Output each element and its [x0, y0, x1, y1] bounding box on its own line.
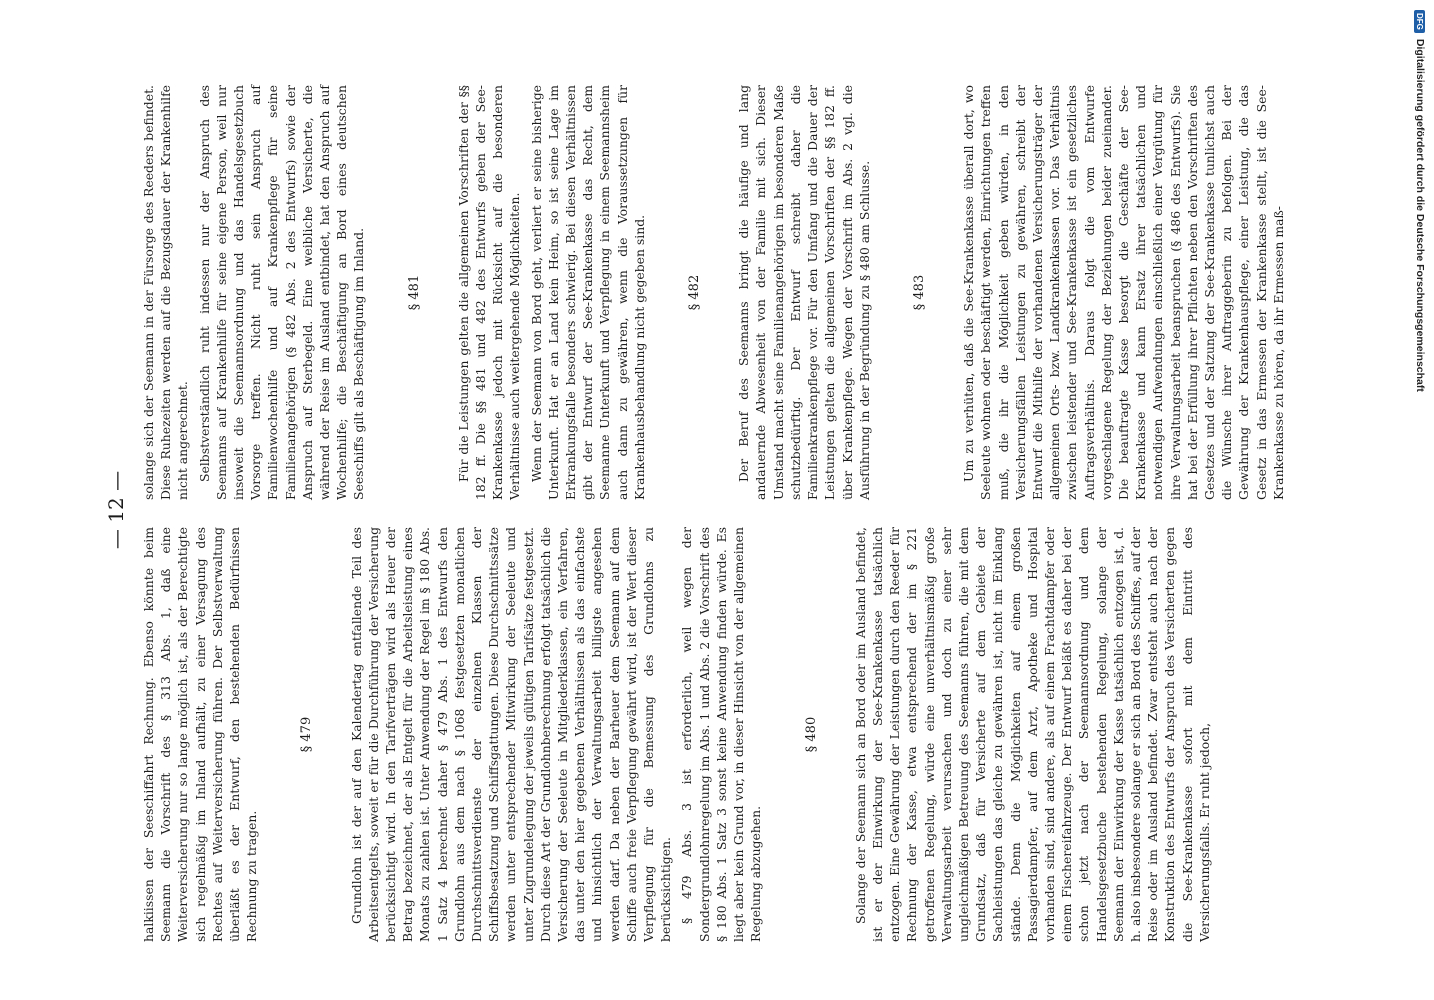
- paragraph: Der Beruf des Seemanns bringt die häufige und lang andauernde Abwesenheit von der Familie mit sich. Dieser Umstand macht seine Familienangehörigen im besonderen Maße schutzbedürftig. Der Entwurf schreibt daher die Familienkrankenpflege vor. Für den Umfang und die Dauer der Leistungen gelten die allgemeinen Vorschriften der §§ 182 ff. über Krankenpflege. Wegen der Vorschrift im Abs. 2 vgl. die Ausführung in der Begründung zu § 480 am Schlusse.: [736, 85, 872, 500]
- paragraph: Selbstverständlich ruht indessen nur der Anspruch des Seemanns auf Krankenhilfe für seine eigene Person, weil nur insoweit die Seemannsordnung und das Handelsgesetzbuch Vorsorge treffen. Nicht ruht sein Anspruch auf Familienwochenhilfe und auf Krankenpflege für seine Familienangehörigen (§ 482 Abs. 2 des Entwurfs) sowie der Anspruch auf Sterbegeld. Eine weibliche Versicherte, die während der Reise im Ausland entbindet, hat den Anspruch auf Wochenhilfe; die Beschäftigung an Bord eines deutschen Seeschiffs gilt als Beschäftigung im Inland.: [196, 85, 367, 500]
- paragraph: Für die Leistungen gelten die allgemeinen Vorschriften der §§ 182 ff. Die §§ 481 und 482 des Entwurfs geben der See-Krankenkasse jedoch mit Rücksicht auf die besonderen Verhältnisse auch weitergehende Möglichkeiten.: [455, 85, 523, 500]
- section-heading-482: § 482: [687, 274, 703, 311]
- digitization-note: [1412, 10, 1428, 690]
- digitization-credit: Digitalisierung gefördert durch die Deutsche Forschungsgemeinschaft: [1414, 38, 1426, 392]
- paragraph: Wenn der Seemann von Bord geht, verliert er seine bisherige Unterkunft. Hat er an Land kein Heim, so ist seine Lage im Erkrankungsfalle besonders schwierig. Bei diesen Verhältnissen gibt der Entwurf der See-Krankenkasse das Recht, dem Seemanne Unterkunft und Verpflegung in einem Seemannsheim auch dann zu gewähren, wenn die Voraussetzungen für Krankenhausbehandlung nicht gegeben sind.: [528, 85, 647, 500]
- section-heading-479: § 479: [299, 716, 315, 753]
- scan-area: [100, 70, 1300, 950]
- paragraph: halkiissen der Seeschiffahrt Rechnung. Ebenso könnte beim Seemann die Vorschrift des § 313 Abs. 1, daß eine Weiterversicherung nur so lange möglich ist, als der Berechtigte sich regelmäßig im Inland aufhält, zu einer Versagung des Rechtes auf Weiterversicherung führen. Der Selbstverwaltung überläßt es der Entwurf, den bestehenden Bedürfnissen Rechnung zu tragen.: [141, 527, 260, 942]
- right-column: [140, 85, 1291, 500]
- paragraph: solange sich der Seemann in der Fürsorge des Reeders befindet. Diese Ruhezeiten werden auf die Bezugsdauer der Krankenhilfe nicht angerechnet.: [141, 85, 191, 500]
- rotated-text-block: [100, 70, 1300, 950]
- section-heading-480: § 480: [803, 716, 819, 753]
- dfg-logo: DFG: [1415, 10, 1426, 33]
- paragraph: Um zu verhüten, daß die See-Krankenkasse überall dort, wo Seeleute wohnen oder beschäftigt werden, Einrichtungen treffen muß, die ihr die Möglichkeit geben würden, in den Versicherungsfällen Leistungen zu gewähren, schreibt der Entwurf die Mithilfe der vorhandenen Versicherungsträger der allgemeinen Orts- bzw. Landkrankenkassen vor. Das Verhältnis zwischen leistender und See-Krankenkasse ist ein gesetzliches Auftragsverhältnis. Daraus folgt die vom Entwurfe vorgeschlagene Regelung der Beziehungen beider zueinander. Die beauftragte Kasse besorgt die Geschäfte der See-Krankenkasse und kann Ersatz ihrer tatsächlichen und notwendigen Aufwendungen einschließlich einer Vergütung für ihre Verwaltungsarbeit beanspruchen (§ 486 des Entwurfs). Sie hat bei der Erfüllung ihrer Pflichten neben den Vorschriften des Gesetzes und der Satzung der See-Krankenkasse tunlichst auch die Wünsche ihrer Auftraggeberin zu befolgen. Bei der Gewährung der Krankenhauspflege, einer Leistung, die das Gesetz in das Ermessen der Krankenkasse stellt, ist die See-Krankenkasse zu hören, da ihr Ermessen maß-: [961, 85, 1286, 500]
- paragraph: § 479 Abs. 3 ist erforderlich, weil wegen der Sondergrundlohnregelung im Abs. 1 und Abs. 2 die Vorschrift des § 180 Abs. 1 Satz 3 sonst keine Anwendung finden würde. Es liegt aber kein Grund vor, in dieser Hinsicht von der allgemeinen Regelung abzugehen.: [679, 527, 764, 942]
- paragraph: Solange der Seemann sich an Bord oder im Ausland befindet, ist er der Einwirkung der See-Krankenkasse tatsächlich entzogen. Eine Gewährung der Leistungen durch den Reeder für Rechnung der Kasse, etwa entsprechend der im § 221 getroffenen Regelung, würde eine unverhältnismäßig große Verwaltungsarbeit verursachen und doch zu einer sehr ungleichmäßigen Betreuung des Seemanns führen, die mit dem Grundsatz, daß für Versicherte auf dem Gebiete der Sachleistungen das gleiche zu gewähren ist, nicht im Einklang stände. Denn die Möglichkeiten auf einem großen Passagierdampfer, auf dem Arzt, Apotheke und Hospital vorhanden sind, sind andere, als auf einem Frachtdampfer oder einem Fischereifahrzeuge. Der Entwurf beläßt es daher bei der schon jetzt nach der Seemannsordnung und dem Handelsgesetzbuche bestehenden Regelung, solange der Seemann der Einwirkung der Kasse tatsächlich entzogen ist, d. h. also insbesondere solange er sich an Bord des Schiffes, auf der Reise oder im Ausland befindet. Zwar entsteht auch nach der Konstruktion des Entwurfs der Anspruch des Versicherten gegen die See-Krankenkasse sofort mit dem Eintritt des Versicherungsfalls. Er ruht jedoch,: [852, 527, 1212, 942]
- section-heading-481: § 481: [406, 274, 422, 311]
- page-number: — 12 —: [104, 470, 128, 550]
- left-column: [140, 527, 1217, 942]
- section-heading-483: § 483: [911, 274, 927, 311]
- paragraph: Grundlohn ist der auf den Kalendertag entfallende Teil des Arbeitsentgelts, soweit er für die Durchführung der Versicherung berücksichtigt wird. In den Tarifverträgen wird als Heuer der Betrag bezeichnet, der als Entgelt für die Arbeitsleistung eines Monats zu zahlen ist. Unter Anwendung der Regel im § 180 Abs. 1 Satz 4 berechnet daher § 479 Abs. 1 des Entwurfs den Grundlohn aus dem nach § 1068 festgesetzten monatlichen Durchschnittsverdienste der einzelnen Klassen der Schiffsbesatzung und Schiffsgattungen. Diese Durchschnittssätze werden unter entsprechender Mitwirkung der Seeleute und unter Zugrundelegung der jeweils gültigen Tarifsätze festgesetzt. Durch diese Art der Grundlohnberechnung erfolgt tatsächlich die Versicherung der Seeleute in Mitgliederklassen, ein Verfahren, das unter den hier gegebenen Verhältnissen als das einfachste und hinsichtlich der Verwaltungsarbeit billigste angesehen werden darf. Da neben der Barheuer dem Seemann auf dem Schiffe auch freie Verpflegung gewährt wird, ist der Wert dieser Verpflegung für die Bemessung des Grundlohns zu berücksichtigen.: [348, 527, 674, 942]
